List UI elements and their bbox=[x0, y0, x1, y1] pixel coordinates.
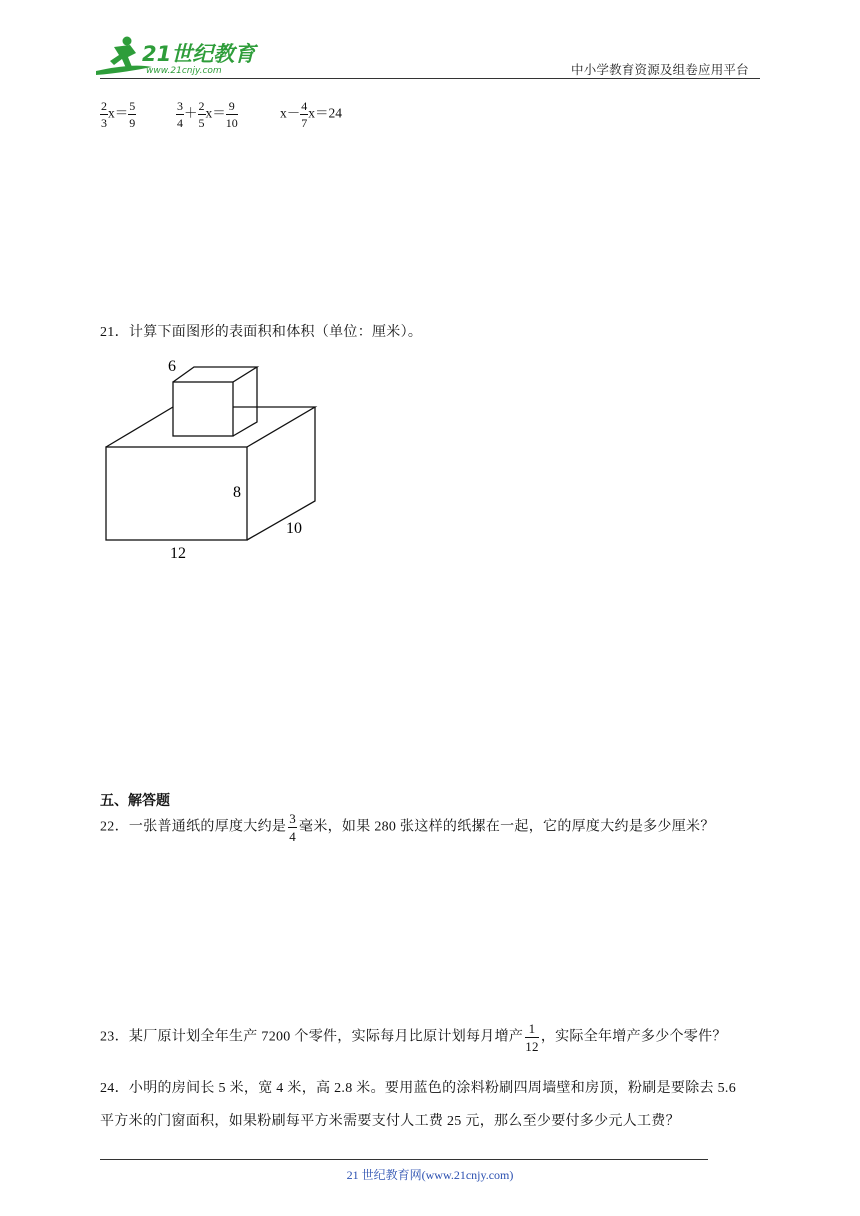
section-title: 五、解答题 bbox=[100, 794, 170, 809]
cuboid-figure bbox=[100, 352, 330, 567]
label-height: 8 bbox=[233, 484, 241, 501]
fraction: $\frac{2}{3}$ bbox=[101, 99, 107, 130]
equation-3: x－ $\frac{4}{7}$ x＝24 bbox=[280, 99, 342, 130]
question-22: 22．一张普通纸的厚度大约是 $\frac{3}{4}$ 毫米，如果 280 张这样的纸摞在一起，它的厚度大约是多少厘米？ bbox=[100, 811, 715, 844]
label-depth: 10 bbox=[286, 520, 302, 537]
label-top: 6 bbox=[168, 358, 176, 375]
fraction: $\frac{2}{5}$ bbox=[198, 99, 205, 130]
fraction: $\frac{9}{10}$ bbox=[225, 99, 238, 130]
large-cuboid-front bbox=[106, 447, 247, 540]
logo-url: www.21cnjy.com bbox=[146, 66, 222, 76]
label-width: 12 bbox=[170, 545, 186, 562]
question-21: 21．计算下面图形的表面积和体积（单位：厘米）。 bbox=[100, 325, 423, 340]
equation-1: $\frac{2}{3}$ x＝ $\frac{5}{9}$ bbox=[101, 99, 136, 130]
footer-link[interactable]: 21 世纪教育网(www.21cnjy.com) bbox=[346, 1168, 514, 1182]
footer-divider bbox=[100, 1159, 708, 1160]
header-divider bbox=[100, 78, 760, 79]
fraction: $\frac{3}{4}$ bbox=[177, 99, 183, 130]
site-logo bbox=[92, 33, 262, 79]
fraction: $\frac{1}{12}$ bbox=[525, 1021, 539, 1054]
question-24-line-1: 24．小明的房间长 5 米，宽 4 米，高 2.8 米。要用蓝色的涂料粉刷四周墙壁和房顶，粉刷是要除去 5.6 bbox=[100, 1081, 736, 1096]
logo-title: 21世纪教育 bbox=[142, 42, 256, 66]
small-cube-front bbox=[173, 382, 233, 436]
question-23: 23．某厂原计划全年生产 7200 个零件，实际每月比原计划每月增产 $\frac{1}{12}$ ，实际全年增产多少个零件？ bbox=[100, 1021, 727, 1054]
question-24-line-2: 平方米的门窗面积，如果粉刷每平方米需要支付人工费 25 元，那么至少要付多少元人工费？ bbox=[100, 1114, 680, 1129]
header-platform-text: 中小学教育资源及组卷应用平台 bbox=[571, 63, 749, 77]
fraction: $\frac{3}{4}$ bbox=[289, 811, 297, 844]
small-cube-top bbox=[173, 367, 257, 382]
fraction: $\frac{4}{7}$ bbox=[301, 99, 308, 130]
equation-2: $\frac{3}{4}$ ＋ $\frac{2}{5}$ x＝ $\frac{9}{10}$ bbox=[177, 99, 238, 130]
small-cube-side bbox=[233, 367, 257, 436]
fraction: $\frac{5}{9}$ bbox=[129, 99, 136, 130]
